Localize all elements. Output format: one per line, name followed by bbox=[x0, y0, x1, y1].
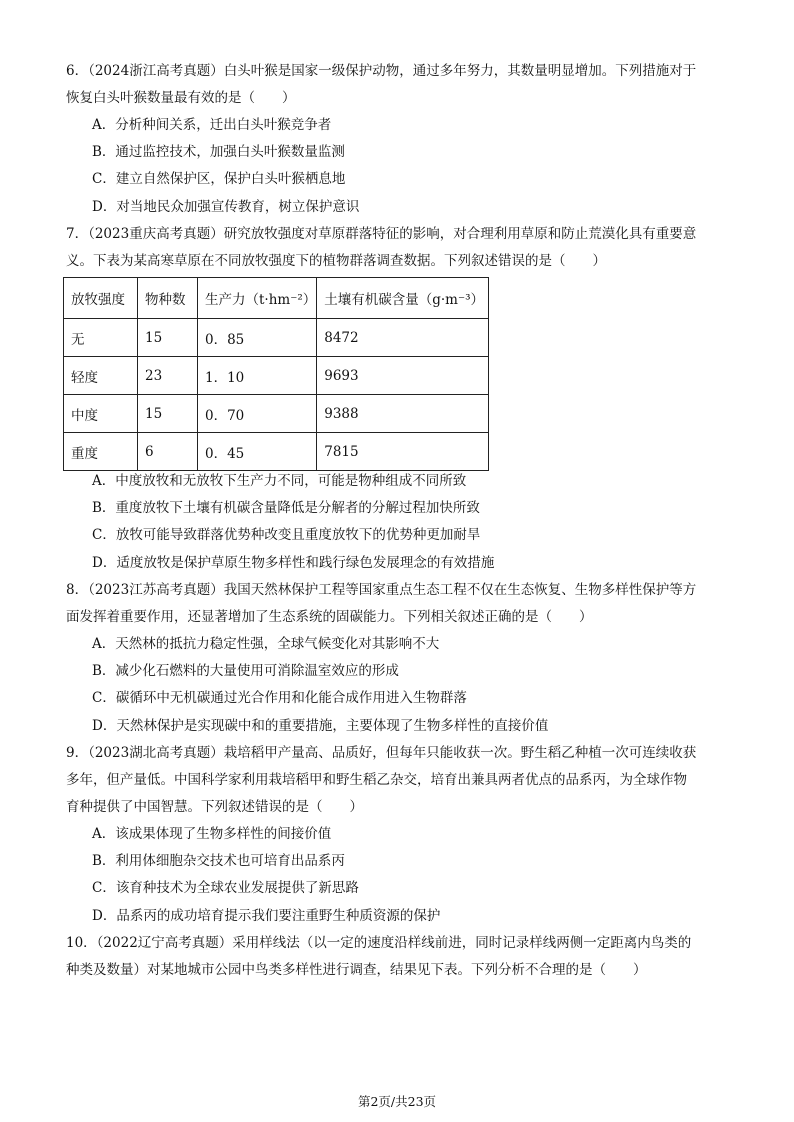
q9-option-b: B．利用体细胞杂交技术也可培育出品系丙 bbox=[92, 853, 345, 869]
q8-stem-line-2: 面发挥着重要作用，还显著增加了生态系统的固碳能力。下列相关叙述正确的是（ ） bbox=[66, 609, 593, 625]
q6-stem-line-1: 6．（2024浙江高考真题）白头叶猴是国家一级保护动物，通过多年努力，其数量明显增加。下列措施对于 bbox=[66, 63, 697, 79]
q9-stem-line-2: 多年，但产量低。中国科学家利用栽培稻甲和野生稻乙杂交，培育出兼具两者优点的品系丙，为全球作物 bbox=[66, 772, 687, 788]
table-cell: 中度 bbox=[64, 395, 138, 433]
table-cell: 0．85 bbox=[198, 319, 317, 357]
table-row bbox=[64, 395, 489, 433]
table-cell: 轻度 bbox=[64, 357, 138, 395]
q8-option-d: D．天然林保护是实现碳中和的重要措施，主要体现了生物多样性的直接价值 bbox=[92, 718, 549, 734]
table-header-cell: 土壤有机碳含量（g·m⁻³） bbox=[317, 278, 489, 319]
q9-option-d: D．品系丙的成功培育提示我们要注重野生种质资源的保护 bbox=[92, 908, 441, 924]
grazing-data-table bbox=[63, 277, 489, 471]
q9-option-a: A．该成果体现了生物多样性的间接价值 bbox=[92, 826, 332, 842]
table-header-row bbox=[64, 278, 489, 319]
q10-stem-line-2: 种类及数量）对某地城市公园中鸟类多样性进行调查，结果见下表。下列分析不合理的是（ ） bbox=[66, 962, 647, 978]
table-cell: 6 bbox=[138, 433, 198, 471]
table-cell: 1．10 bbox=[198, 357, 317, 395]
q10-stem-line-1: 10．（2022辽宁高考真题）采用样线法（以一定的速度沿样线前进，同时记录样线两侧一定距离内鸟类的 bbox=[66, 935, 692, 951]
table-cell: 23 bbox=[138, 357, 198, 395]
q6-option-a: A．分析种间关系，迁出白头叶猴竞争者 bbox=[92, 117, 332, 133]
table-row bbox=[64, 319, 489, 357]
table-cell: 7815 bbox=[317, 433, 489, 471]
table-cell: 15 bbox=[138, 395, 198, 433]
q6-option-b: B．通过监控技术，加强白头叶猴数量监测 bbox=[92, 144, 345, 160]
page-number: 第2页/共23页 bbox=[357, 1094, 437, 1109]
q8-stem-line-1: 8．（2023江苏高考真题）我国天然林保护工程等国家重点生态工程不仅在生态恢复、生物多样性保护等方 bbox=[66, 582, 697, 598]
q6-option-c: C．建立自然保护区，保护白头叶猴栖息地 bbox=[92, 171, 346, 187]
q9-stem-line-3: 育种提供了中国智慧。下列叙述错误的是（ ） bbox=[66, 799, 363, 815]
q7-stem-line-2: 义。下表为某高寒草原在不同放牧强度下的植物群落调查数据。下列叙述错误的是（ ） bbox=[66, 253, 606, 269]
q9-stem-line-1: 9．（2023湖北高考真题）栽培稻甲产量高、品质好，但每年只能收获一次。野生稻乙种植一次可连续收获 bbox=[66, 745, 697, 761]
table-cell: 9388 bbox=[317, 395, 489, 433]
table-cell: 0．70 bbox=[198, 395, 317, 433]
q8-option-b: B．减少化石燃料的大量使用可消除温室效应的形成 bbox=[92, 663, 399, 679]
q7-option-c: C．放牧可能导致群落优势种改变且重度放牧下的优势种更加耐旱 bbox=[92, 527, 481, 543]
table-cell: 无 bbox=[64, 319, 138, 357]
q8-option-a: A．天然林的抵抗力稳定性强，全球气候变化对其影响不大 bbox=[92, 636, 440, 652]
q7-option-a: A．中度放牧和无放牧下生产力不同，可能是物种组成不同所致 bbox=[92, 473, 467, 489]
q7-stem-line-1: 7．（2023重庆高考真题）研究放牧强度对草原群落特征的影响，对合理利用草原和防止荒漠化具有重要意 bbox=[66, 226, 697, 242]
table-cell: 15 bbox=[138, 319, 198, 357]
table-row bbox=[64, 433, 489, 471]
q7-option-b: B．重度放牧下土壤有机碳含量降低是分解者的分解过程加快所致 bbox=[92, 500, 480, 516]
table-row bbox=[64, 357, 489, 395]
q9-option-c: C．该育种技术为全球农业发展提供了新思路 bbox=[92, 880, 359, 896]
q6-option-d: D．对当地民众加强宣传教育，树立保护意识 bbox=[92, 199, 360, 215]
table-cell: 8472 bbox=[317, 319, 489, 357]
table-header-cell: 放牧强度 bbox=[64, 278, 138, 319]
table-cell: 0．45 bbox=[198, 433, 317, 471]
table-cell: 重度 bbox=[64, 433, 138, 471]
q8-option-c: C．碳循环中无机碳通过光合作用和化能合成作用进入生物群落 bbox=[92, 690, 467, 706]
table-header-cell: 物种数 bbox=[138, 278, 198, 319]
table-header-cell: 生产力（t·hm⁻²） bbox=[198, 278, 317, 319]
q7-option-d: D．适度放牧是保护草原生物多样性和践行绿色发展理念的有效措施 bbox=[92, 555, 495, 571]
q6-stem-line-2: 恢复白头叶猴数量最有效的是（ ） bbox=[66, 90, 296, 106]
table-cell: 9693 bbox=[317, 357, 489, 395]
